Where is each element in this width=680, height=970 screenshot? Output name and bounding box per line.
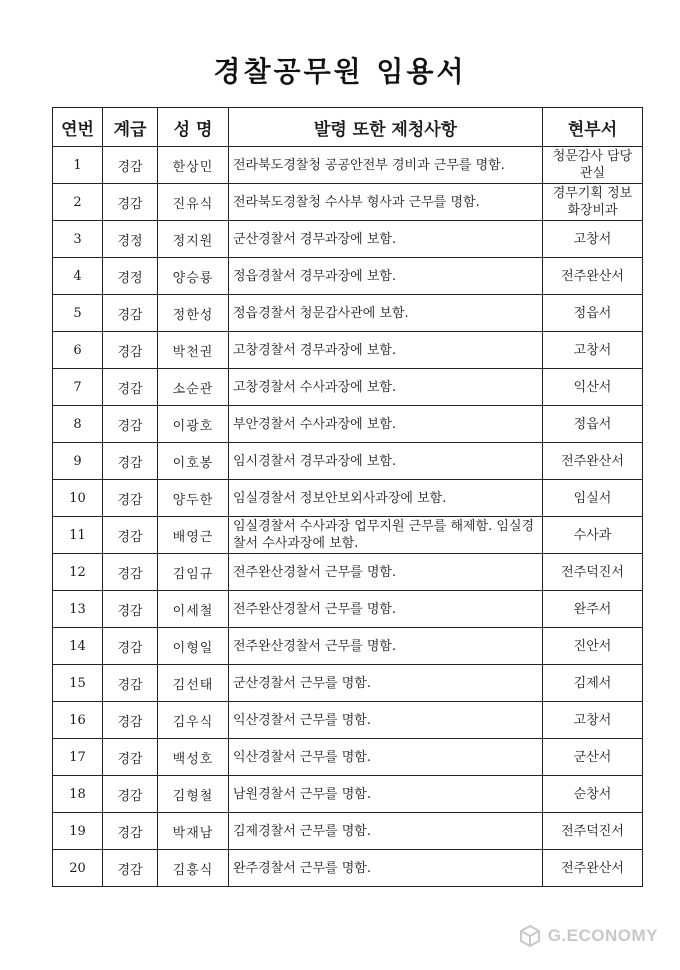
table-row xyxy=(53,702,643,739)
cell-rank: 경감 xyxy=(103,147,158,184)
cell-order: 완주경찰서 근무를 명함. xyxy=(229,850,543,887)
table-row xyxy=(53,406,643,443)
cell-serial: 6 xyxy=(53,332,103,369)
cell-serial: 11 xyxy=(53,517,103,554)
cell-serial: 10 xyxy=(53,480,103,517)
cell-rank: 경감 xyxy=(103,295,158,332)
cell-order: 익산경찰서 근무를 명함. xyxy=(229,702,543,739)
cell-current-post: 완주서 xyxy=(543,591,643,628)
cell-order: 전라북도경찰청 수사부 형사과 근무를 명함. xyxy=(229,184,543,221)
cell-current-post: 경무기획 정보화장비과 xyxy=(543,184,643,221)
cell-serial: 20 xyxy=(53,850,103,887)
cell-current-post: 고창서 xyxy=(543,221,643,258)
cell-rank: 경감 xyxy=(103,369,158,406)
cell-order: 김제경찰서 근무를 명함. xyxy=(229,813,543,850)
table-body xyxy=(53,147,643,887)
cell-name: 한상민 xyxy=(158,147,229,184)
cell-current-post: 고창서 xyxy=(543,702,643,739)
cell-name: 박재남 xyxy=(158,813,229,850)
table-row xyxy=(53,739,643,776)
cell-serial: 8 xyxy=(53,406,103,443)
cell-name: 이세철 xyxy=(158,591,229,628)
cell-name: 이호봉 xyxy=(158,443,229,480)
cell-order: 고창경찰서 수사과장에 보함. xyxy=(229,369,543,406)
cell-rank: 경감 xyxy=(103,406,158,443)
cell-current-post: 전주완산서 xyxy=(543,443,643,480)
table-row xyxy=(53,443,643,480)
table-row xyxy=(53,295,643,332)
table-header-row xyxy=(53,108,643,147)
cell-order: 임실경찰서 수사과장 업무지원 근무를 해제함. 임실경찰서 수사과장에 보함. xyxy=(229,517,543,554)
cell-current-post: 정읍서 xyxy=(543,295,643,332)
table-row xyxy=(53,332,643,369)
cell-current-post: 전주완산서 xyxy=(543,258,643,295)
cell-current-post: 고창서 xyxy=(543,332,643,369)
cell-serial: 9 xyxy=(53,443,103,480)
cell-name: 소순관 xyxy=(158,369,229,406)
cell-serial: 2 xyxy=(53,184,103,221)
header-order: 발령 또한 제청사항 xyxy=(229,108,543,147)
cell-serial: 18 xyxy=(53,776,103,813)
cell-name: 박천권 xyxy=(158,332,229,369)
cell-rank: 경감 xyxy=(103,554,158,591)
cell-current-post: 전주덕진서 xyxy=(543,813,643,850)
cell-serial: 1 xyxy=(53,147,103,184)
cell-order: 익산경찰서 근무를 명함. xyxy=(229,739,543,776)
cell-name: 김흥식 xyxy=(158,850,229,887)
cell-order: 전주완산경찰서 근무를 명함. xyxy=(229,591,543,628)
cell-rank: 경감 xyxy=(103,443,158,480)
cell-current-post: 청문감사 담당관실 xyxy=(543,147,643,184)
cell-order: 임실경찰서 정보안보외사과장에 보함. xyxy=(229,480,543,517)
cell-rank: 경감 xyxy=(103,480,158,517)
table-row xyxy=(53,554,643,591)
cell-order: 정읍경찰서 청문감사관에 보함. xyxy=(229,295,543,332)
cell-rank: 경감 xyxy=(103,591,158,628)
cell-name: 정한성 xyxy=(158,295,229,332)
cell-order: 부안경찰서 수사과장에 보함. xyxy=(229,406,543,443)
cell-rank: 경감 xyxy=(103,776,158,813)
cell-current-post: 익산서 xyxy=(543,369,643,406)
cell-current-post: 군산서 xyxy=(543,739,643,776)
cell-rank: 경정 xyxy=(103,221,158,258)
cell-name: 양승룡 xyxy=(158,258,229,295)
cell-order: 임시경찰서 경무과장에 보함. xyxy=(229,443,543,480)
header-rank: 계급 xyxy=(103,108,158,147)
cell-name: 이광호 xyxy=(158,406,229,443)
cell-serial: 5 xyxy=(53,295,103,332)
cell-name: 배영근 xyxy=(158,517,229,554)
table-row xyxy=(53,813,643,850)
table-row xyxy=(53,591,643,628)
cell-current-post: 전주덕진서 xyxy=(543,554,643,591)
table-row xyxy=(53,147,643,184)
header-name: 성 명 xyxy=(158,108,229,147)
cell-rank: 경감 xyxy=(103,813,158,850)
cell-rank: 경정 xyxy=(103,258,158,295)
cell-order: 군산경찰서 경무과장에 보함. xyxy=(229,221,543,258)
cell-serial: 12 xyxy=(53,554,103,591)
cell-current-post: 임실서 xyxy=(543,480,643,517)
cell-order: 전주완산경찰서 근무를 명함. xyxy=(229,554,543,591)
cell-current-post: 수사과 xyxy=(543,517,643,554)
cell-serial: 13 xyxy=(53,591,103,628)
cell-serial: 4 xyxy=(53,258,103,295)
table-row xyxy=(53,628,643,665)
cell-serial: 14 xyxy=(53,628,103,665)
cell-name: 백성호 xyxy=(158,739,229,776)
table-row xyxy=(53,184,643,221)
table-row xyxy=(53,258,643,295)
cell-name: 김선태 xyxy=(158,665,229,702)
cell-name: 정지원 xyxy=(158,221,229,258)
appointment-table xyxy=(52,107,643,887)
watermark-text: G.ECONOMY xyxy=(547,926,658,945)
cell-current-post: 정읍서 xyxy=(543,406,643,443)
cell-current-post: 순창서 xyxy=(543,776,643,813)
cell-name: 이형일 xyxy=(158,628,229,665)
cell-name: 김우식 xyxy=(158,702,229,739)
cell-order: 전라북도경찰청 공공안전부 경비과 근무를 명함. xyxy=(229,147,543,184)
cell-rank: 경감 xyxy=(103,184,158,221)
cell-order: 군산경찰서 근무를 명함. xyxy=(229,665,543,702)
header-serial: 연번 xyxy=(53,108,103,147)
table-row xyxy=(53,517,643,554)
cell-order: 전주완산경찰서 근무를 명함. xyxy=(229,628,543,665)
cell-rank: 경감 xyxy=(103,850,158,887)
header-current-post: 현부서 xyxy=(543,108,643,147)
table-row xyxy=(53,480,643,517)
cell-serial: 15 xyxy=(53,665,103,702)
document-title: 경찰공무원 임용서 xyxy=(213,55,467,88)
cell-current-post: 김제서 xyxy=(543,665,643,702)
cell-rank: 경감 xyxy=(103,517,158,554)
table-row xyxy=(53,665,643,702)
table-row xyxy=(53,776,643,813)
cell-serial: 7 xyxy=(53,369,103,406)
cell-name: 양두한 xyxy=(158,480,229,517)
cell-order: 정읍경찰서 경무과장에 보함. xyxy=(229,258,543,295)
cell-rank: 경감 xyxy=(103,739,158,776)
cell-serial: 17 xyxy=(53,739,103,776)
table-row xyxy=(53,369,643,406)
cell-rank: 경감 xyxy=(103,332,158,369)
cube-logo-icon xyxy=(518,924,542,948)
cell-order: 남원경찰서 근무를 명함. xyxy=(229,776,543,813)
watermark xyxy=(518,924,658,948)
table-row xyxy=(53,221,643,258)
cell-serial: 19 xyxy=(53,813,103,850)
cell-name: 진유식 xyxy=(158,184,229,221)
cell-rank: 경감 xyxy=(103,665,158,702)
cell-rank: 경감 xyxy=(103,628,158,665)
cell-name: 김형철 xyxy=(158,776,229,813)
table-row xyxy=(53,850,643,887)
cell-order: 고창경찰서 경무과장에 보함. xyxy=(229,332,543,369)
cell-serial: 3 xyxy=(53,221,103,258)
cell-current-post: 전주완산서 xyxy=(543,850,643,887)
cell-name: 김임규 xyxy=(158,554,229,591)
cell-current-post: 진안서 xyxy=(543,628,643,665)
cell-serial: 16 xyxy=(53,702,103,739)
cell-rank: 경감 xyxy=(103,702,158,739)
